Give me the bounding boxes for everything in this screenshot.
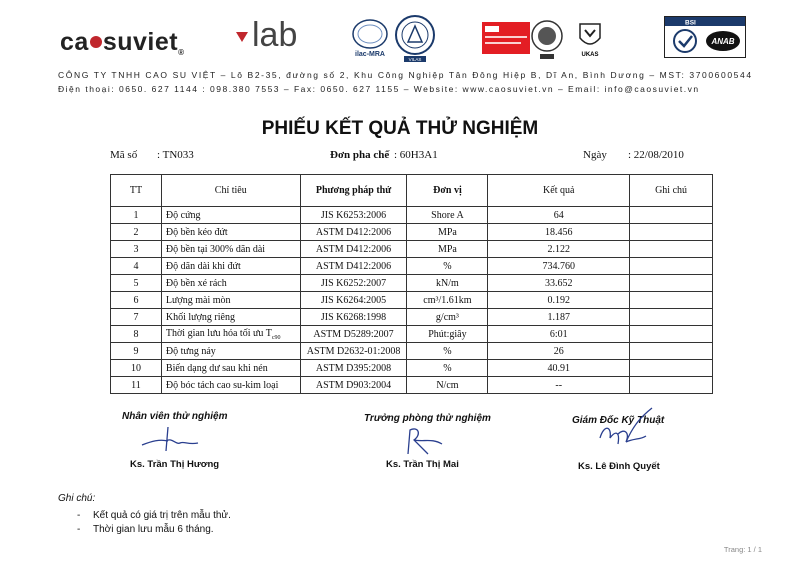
cell-item: Thời gian lưu hóa tối ưu $T_{c90}$ xyxy=(161,326,300,343)
cell-tt: 4 xyxy=(111,258,162,275)
cell-result: 734.760 xyxy=(488,258,630,275)
cell-unit: % xyxy=(407,343,488,360)
cell-unit: % xyxy=(407,258,488,275)
cell-note xyxy=(630,343,713,360)
table-row xyxy=(111,360,713,377)
cell-result: 1.187 xyxy=(488,309,630,326)
cell-method: ASTM D5289:2007 xyxy=(300,326,407,343)
cell-result: 2.122 xyxy=(488,241,630,258)
cell-item: Độ bền xé rách xyxy=(161,275,300,292)
cell-unit: cm³/1.61km xyxy=(407,292,488,309)
cell-item-subscript: c90 xyxy=(271,334,281,341)
cell-note xyxy=(630,207,713,224)
cell-note xyxy=(630,224,713,241)
svg-text:VILAS: VILAS xyxy=(408,57,422,62)
code-label: Mã số xyxy=(110,149,138,161)
cell-unit: % xyxy=(407,360,488,377)
table-row xyxy=(111,224,713,241)
cell-tt: 10 xyxy=(111,360,162,377)
cell-result: 0.192 xyxy=(488,292,630,309)
cell-note xyxy=(630,326,713,343)
cell-tt: 8 xyxy=(111,326,162,343)
header-method: Phương pháp thử xyxy=(300,175,407,207)
cell-unit: g/cm³ xyxy=(407,309,488,326)
cell-unit: kN/m xyxy=(407,275,488,292)
cell-note xyxy=(630,292,713,309)
cell-unit: MPa xyxy=(407,241,488,258)
cell-method: ASTM D395:2008 xyxy=(300,360,407,377)
cell-item: Độ bóc tách cao su-kim loại xyxy=(161,377,300,394)
cell-item: Biến dạng dư sau khi nén xyxy=(161,360,300,377)
cell-unit: Shore A xyxy=(407,207,488,224)
header-tt: TT xyxy=(111,175,162,207)
cell-result: 64 xyxy=(488,207,630,224)
table-row xyxy=(111,326,713,343)
note-1-bullet: - xyxy=(77,510,81,521)
table-row xyxy=(111,309,713,326)
cell-note xyxy=(630,258,713,275)
cell-tt: 2 xyxy=(111,224,162,241)
formula-value: : 60H3A1 xyxy=(394,149,438,161)
cell-result: -- xyxy=(488,377,630,394)
signer-1-name: Ks. Trần Thị Hương xyxy=(130,459,220,470)
formula-label: Đơn pha chế xyxy=(330,149,390,161)
svg-text:BSI: BSI xyxy=(685,19,696,27)
cell-method: JIS K6264:2005 xyxy=(300,292,407,309)
cell-unit: MPa xyxy=(407,224,488,241)
cell-tt: 9 xyxy=(111,343,162,360)
cell-item: Lượng mài mòn xyxy=(161,292,300,309)
cell-note xyxy=(630,309,713,326)
cell-unit: N/cm xyxy=(407,377,488,394)
table-row xyxy=(111,258,713,275)
cell-tt: 1 xyxy=(111,207,162,224)
cell-method: ASTM D412:2006 xyxy=(300,224,407,241)
date-label: Ngày xyxy=(583,149,607,161)
company-address: CÔNG TY TNHH CAO SU VIỆT – Lô B2-35, đường số 2, Khu Công Nghiệp Tân Đông Hiệp B, Dĩ An, Bình Dương – MST: 3700600544 xyxy=(58,70,753,80)
table-row xyxy=(111,275,713,292)
table-row xyxy=(111,343,713,360)
signature-1-image xyxy=(138,423,208,460)
notes-label: Ghi chú: xyxy=(58,493,96,504)
cell-method: ASTM D903:2004 xyxy=(300,377,407,394)
header-item: Chỉ tiêu xyxy=(161,175,300,207)
cell-unit: Phút:giây xyxy=(407,326,488,343)
cell-note xyxy=(630,360,713,377)
cell-item: Độ bền kéo đứt xyxy=(161,224,300,241)
table-row xyxy=(111,377,713,394)
cell-note xyxy=(630,377,713,394)
cell-tt: 11 xyxy=(111,377,162,394)
cell-item: Độ cứng xyxy=(161,207,300,224)
caosuviet-logo: ca suviet® xyxy=(60,28,185,57)
header-note: Ghi chú xyxy=(630,175,713,207)
vilas-seal-logo xyxy=(394,14,436,64)
cell-result: 18.456 xyxy=(488,224,630,241)
page-title: PHIẾU KẾT QUẢ THỬ NGHIỆM xyxy=(261,118,539,139)
date-value: : 22/08/2010 xyxy=(628,149,684,161)
certification-seal-logo xyxy=(530,14,564,62)
cell-method: JIS K6268:1998 xyxy=(300,309,407,326)
page-number: Trang: 1 / 1 xyxy=(723,545,762,554)
note-2-bullet: - xyxy=(77,524,81,535)
table-row xyxy=(111,241,713,258)
ilac-mra-logo xyxy=(350,16,390,62)
table-row xyxy=(111,292,713,309)
ukas-logo xyxy=(576,22,604,60)
cell-tt: 6 xyxy=(111,292,162,309)
cell-method: ASTM D412:2006 xyxy=(300,258,407,275)
signer-1-role: Nhân viên thử nghiệm xyxy=(122,411,228,422)
cell-item: Độ tưng nảy xyxy=(161,343,300,360)
bureau-veritas-logo xyxy=(482,22,530,54)
cell-note xyxy=(630,241,713,258)
svg-text:UKAS: UKAS xyxy=(581,52,599,58)
signer-2-name: Ks. Trần Thị Mai xyxy=(386,459,459,470)
svg-text:ANAB: ANAB xyxy=(711,37,735,46)
cell-method: JIS K6253:2006 xyxy=(300,207,407,224)
table-row xyxy=(111,207,713,224)
cell-tt: 7 xyxy=(111,309,162,326)
header-unit: Đơn vị xyxy=(407,175,488,207)
cell-method: ASTM D2632-01:2008 xyxy=(300,343,407,360)
cell-note xyxy=(630,275,713,292)
cell-tt: 5 xyxy=(111,275,162,292)
signature-2-image xyxy=(398,424,454,463)
cell-item: Độ dãn dài khi đứt xyxy=(161,258,300,275)
results-table xyxy=(110,174,713,394)
note-1: Kết quả có giá trị trên mẫu thử. xyxy=(93,510,231,521)
table-header-row xyxy=(111,175,713,207)
note-2: Thời gian lưu mẫu 6 tháng. xyxy=(93,524,214,535)
svg-text:ilac-MRA: ilac-MRA xyxy=(355,51,385,58)
cell-result: 26 xyxy=(488,343,630,360)
signer-3-name: Ks. Lê Đình Quyết xyxy=(578,461,660,472)
signer-3-role: Giám Đốc Kỹ Thuật xyxy=(572,415,665,426)
cell-method: JIS K6252:2007 xyxy=(300,275,407,292)
cell-result: 6:01 xyxy=(488,326,630,343)
cell-item: Độ bền tại 300% dãn dài xyxy=(161,241,300,258)
signature-3-image xyxy=(594,404,658,459)
company-contact: Điện thoại: 0650. 627 1144 : 098.380 7553 – Fax: 0650. 627 1155 – Website: www.caosuviet.vn – Email: info@caosuviet.vn xyxy=(58,84,700,94)
cell-item: Khối lượng riêng xyxy=(161,309,300,326)
cell-result: 40.91 xyxy=(488,360,630,377)
cell-tt: 3 xyxy=(111,241,162,258)
code-value: : TN033 xyxy=(157,149,194,161)
bsi-anab-logo xyxy=(664,16,746,58)
cell-method: ASTM D412:2006 xyxy=(300,241,407,258)
signer-2-role: Trưởng phòng thử nghiệm xyxy=(364,413,491,424)
lab-logo: lab xyxy=(236,16,297,55)
cell-result: 33.652 xyxy=(488,275,630,292)
header-result: Kết quả xyxy=(488,175,630,207)
